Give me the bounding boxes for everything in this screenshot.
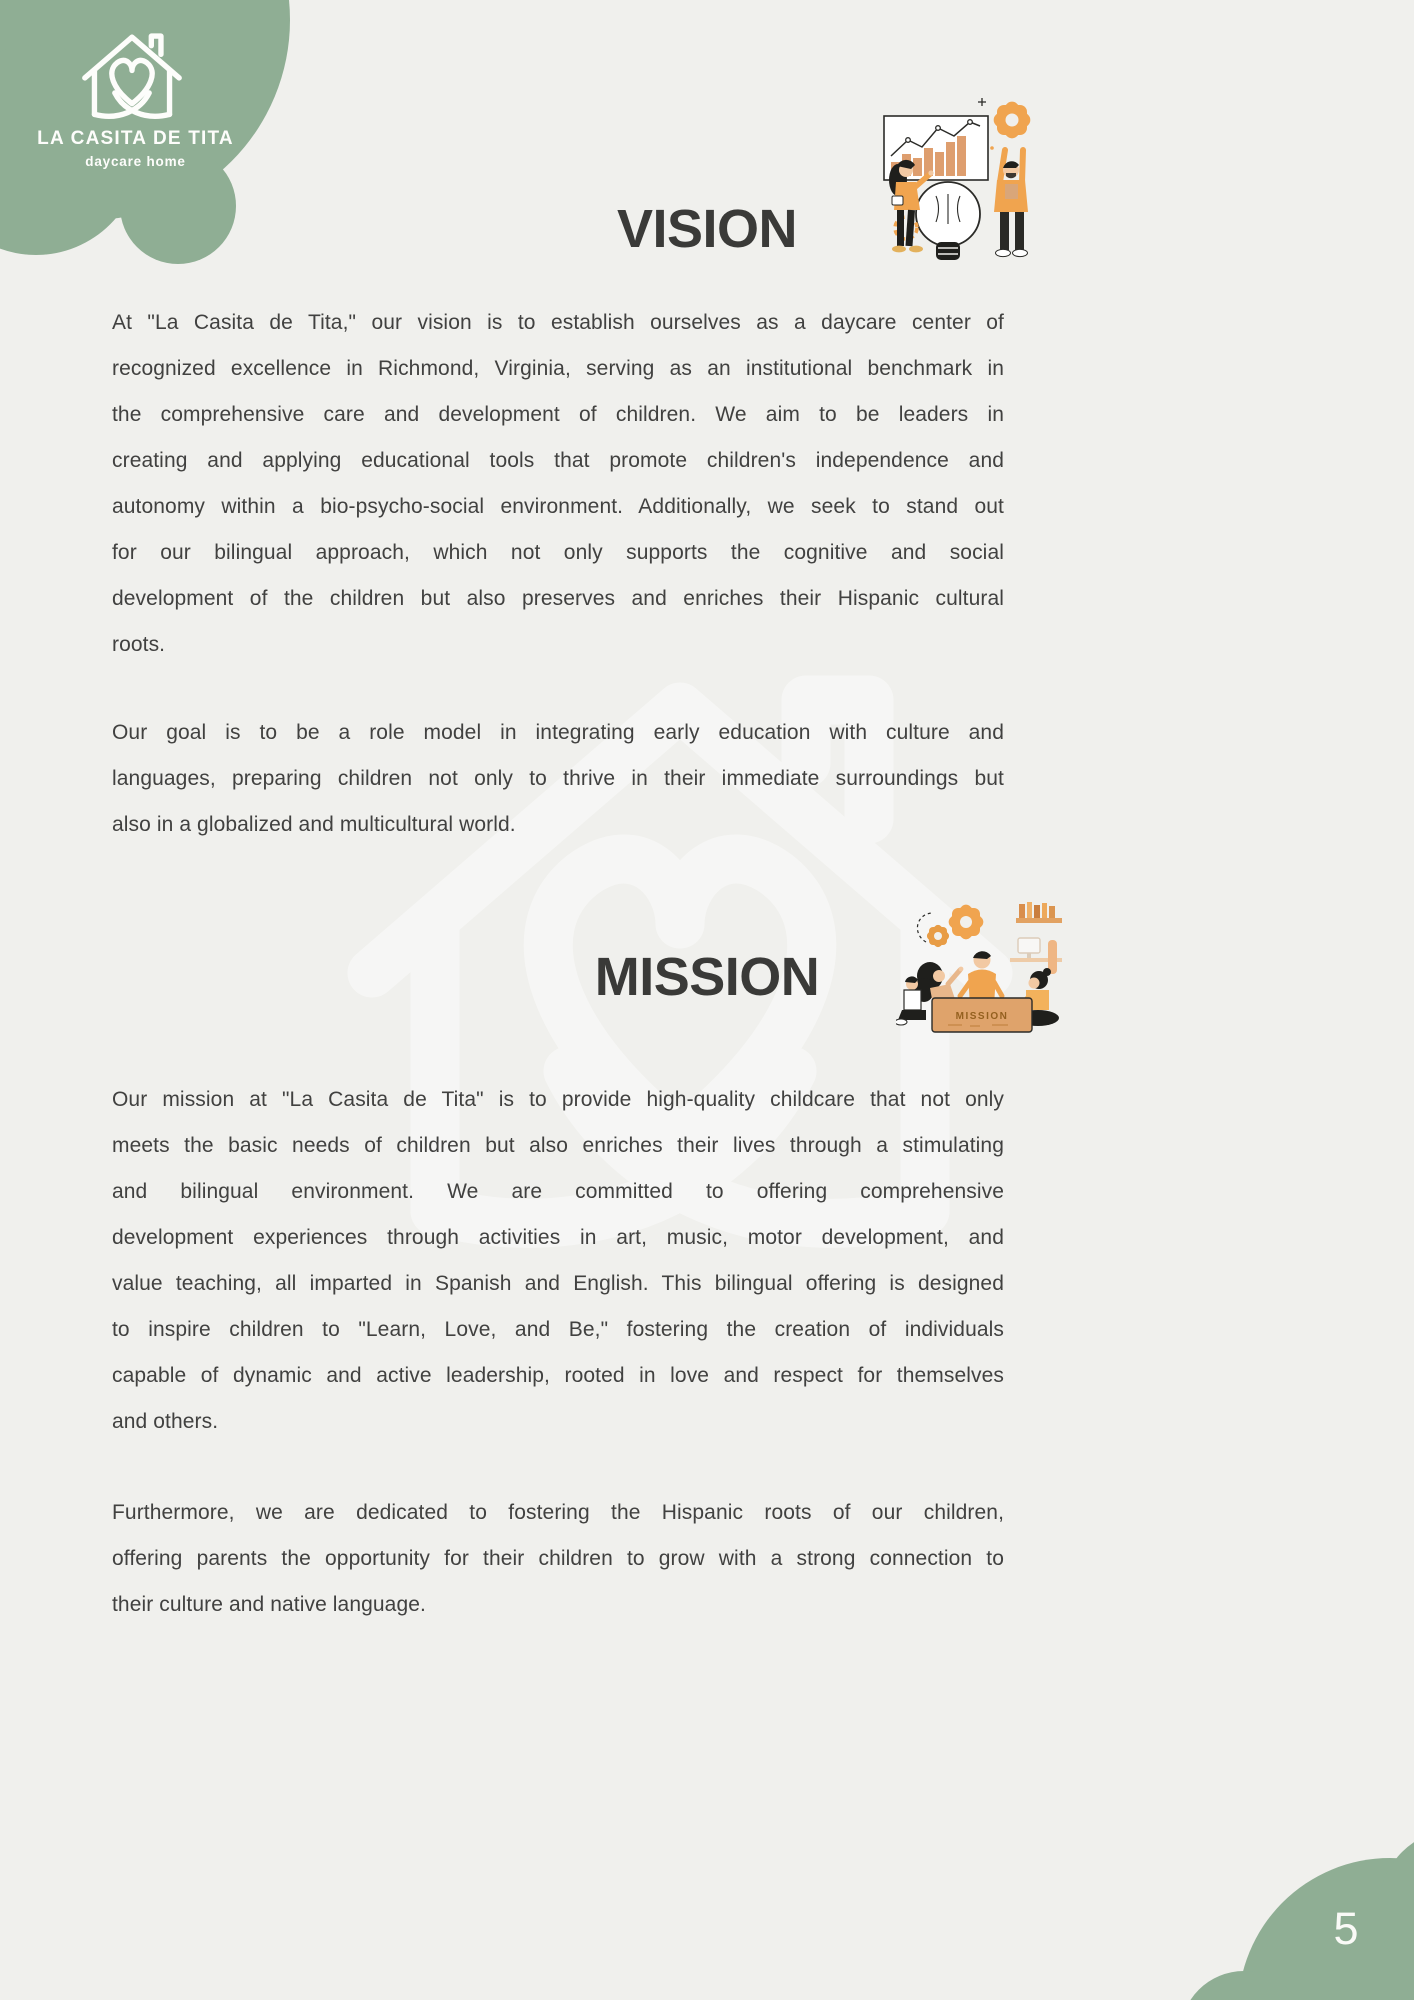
vision-paragraph-1: At "La Casita de Tita," our vision is to establish ourselves as a daycare center of recognized excellence in Richmond, Virginia, serving as an institutional benchmark in the comprehensive care and development of children. We aim to be leaders in creating and applying educational tools that promote children's independence and autonomy within a bio-psycho-social environment. Additionally, we seek to stand out for our bilingual approach, which not only supports the cognitive and social development of the children but also preserves and enriches their Hispanic cultural roots. — [112, 311, 1004, 656]
gear-icon — [991, 99, 1033, 141]
vision-heading: VISION — [616, 199, 798, 259]
sparkle-icon — [978, 98, 986, 106]
mission-board — [932, 998, 1032, 1032]
desk-icon — [1010, 938, 1062, 974]
mission-paragraph-1: Our mission at "La Casita de Tita" is to provide high-quality childcare that not only meets the basic needs of children but also enriches their lives through a stimulating and bilingual environment. We are committed to offering comprehensive development experiences through activities in art, music, motor development, and value teaching, all imparted in Spanish and English. This bilingual offering is designed to inspire children to "Learn, Love, and Be," fostering the creation of individuals capable of dynamic and active leadership, rooted in love and respect for themselves and others. — [112, 1088, 1004, 1433]
person-holding-gear — [994, 150, 1028, 257]
mission-board-label: MISSION — [955, 1011, 1009, 1022]
page-number: 5 — [1333, 1903, 1359, 1954]
house-with-heart-icon — [64, 20, 200, 138]
mission-paragraph-2: Furthermore, we are dedicated to fostering the Hispanic roots of our children, offering parents the opportunity for their children to grow with a strong connection to their culture and native language. — [112, 1501, 1004, 1616]
mission-illustration — [896, 896, 1068, 1058]
page-number-cloud — [1084, 1750, 1414, 2000]
gear-icon — [925, 902, 986, 949]
lightbulb-icon — [916, 182, 980, 260]
vision-illustration — [870, 86, 1038, 268]
vision-paragraph-2: Our goal is to be a role model in integrating early education with culture and languages, preparing children not only to thrive in their immediate surroundings but also in a globalized and multicultural world. — [112, 721, 1004, 836]
brand-tagline: daycare home — [85, 154, 186, 169]
bookshelf-icon — [1016, 902, 1062, 923]
mission-heading: MISSION — [594, 947, 820, 1007]
brand-name: LA CASITA DE TITA — [37, 128, 234, 149]
